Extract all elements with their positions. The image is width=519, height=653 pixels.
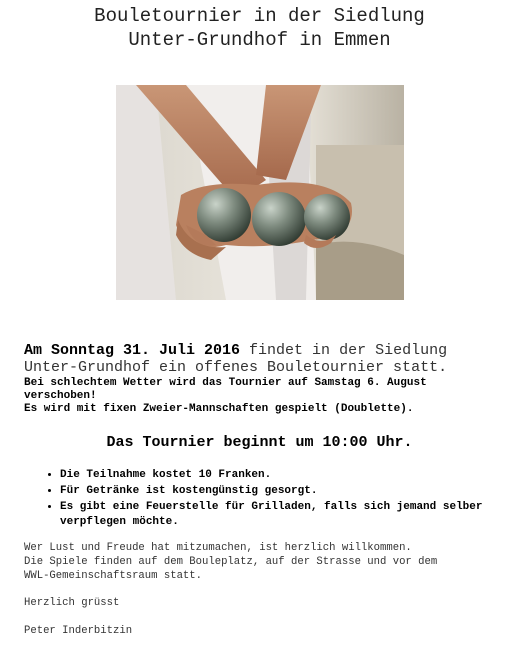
title-line-2: Unter-Grundhof in Emmen [128, 29, 391, 51]
closing-line-2: Die Spiele finden auf dem Bouleplatz, auf der Strasse und vor dem [24, 556, 438, 568]
event-date: Am Sonntag 31. Juli 2016 [24, 342, 241, 359]
notes-block [24, 377, 504, 416]
info-list [24, 468, 519, 531]
boule-photo [116, 85, 404, 300]
intro-paragraph [24, 342, 504, 376]
greeting: Herzlich grüsst [24, 597, 120, 609]
page-title [0, 4, 519, 52]
author-name: Peter Inderbitzin [24, 625, 133, 637]
list-item: • Es gibt eine Feuerstelle für Grilladen, falls sich jemand selber verpflegen möchte. [60, 500, 519, 530]
note-teams: Es wird mit fixen Zweier-Mannschaften gespielt (Doublette). [24, 403, 414, 415]
title-line-1: Bouletournier in der Siedlung [94, 5, 425, 27]
closing-line-3: WWL-Gemeinschaftsraum statt. [24, 570, 203, 582]
intro-text-1: findet in der Siedlung [240, 342, 448, 359]
start-time-heading: Das Tournier beginnt um 10:00 Uhr. [106, 434, 413, 451]
intro-text-2: Unter-Grundhof ein offenes Bouletournier statt. [24, 359, 448, 376]
hands-holding-boules-image [116, 85, 404, 300]
note-weather: Bei schlechtem Wetter wird das Tournier auf Samstag 6. August [24, 377, 427, 389]
closing-paragraph [24, 541, 514, 583]
closing-line-1: Wer Lust und Freude hat mitzumachen, ist herzlich willkommen. [24, 542, 412, 554]
list-item: • Für Getränke ist kostengünstig gesorgt. [60, 484, 519, 499]
note-weather-cont: verschoben! [24, 390, 97, 402]
list-item: • Die Teilnahme kostet 10 Franken. [60, 468, 519, 483]
